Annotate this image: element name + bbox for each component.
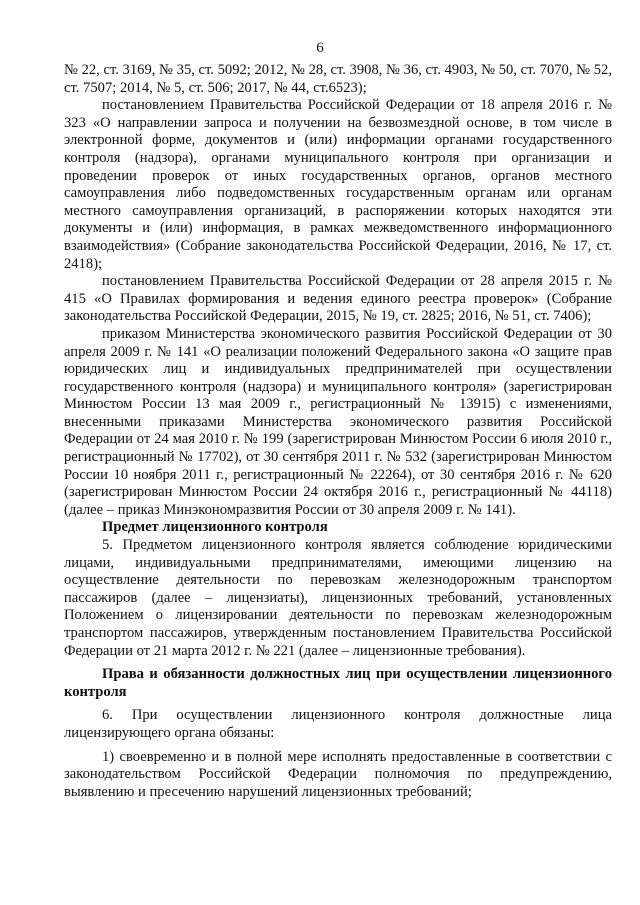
paragraph-item-6: 6. При осуществлении лицензионного контроля должностные лица лицензирующего органа обязаны: [64,707,612,741]
section-heading-rights: Права и обязанности должностных лиц при осуществлении лицензионного контроля [64,666,612,700]
page-number: 6 [316,40,324,56]
continuation-paragraph: № 22, ст. 3169, № 35, ст. 5092; 2012, № 28, ст. 3908, № 36, ст. 4903, № 50, ст. 7070, № 52, ст. 7507; 2014, № 5, ст. 506; 2017, № 44, ст.6523); [64,62,612,96]
paragraph-order-141: приказом Министерства экономического развития Российской Федерации от 30 апреля 2009 г. № 141 «О реализации положений Федерального закона «О защите прав юридических лиц и индивидуальных предпринимателей при осуществлении государственного контроля (надзора) и муниципального контроля» (зарегистрирован Минюстом России 13 мая 2009 г., регистрационный № 13915) с изменениями, внесенными приказами Министерства экономического развития Российской Федерации от 24 мая 2010 г. № 199 (зарегистрирован Минюстом России 6 июля 2010 г., регистрационный № 17702), от 30 сентября 2011 г. № 532 (зарегистрирован Минюстом России 10 ноября 2011 г., регистрационный № 22264), от 30 сентября 2016 г. № 620 (зарегистрирован Минюстом России 24 октября 2016 г., регистрационный № 44118) (далее – приказ Минэкономразвития России от 30 апреля 2009 г. № 141). [64,325,612,518]
section-heading-subject: Предмет лицензионного контроля [102,519,328,536]
paragraph-item-6-1: 1) своевременно и в полной мере исполнять предоставленные в соответствии с законодательством Российской Федерации полномочия по предупреждению, выявлению и пресечению нарушений лицензионных требований; [64,748,612,800]
paragraph-decree-323: постановлением Правительства Российской Федерации от 18 апреля 2016 г. № 323 «О направлении запроса и получении на безвозмездной основе, в том числе в электронной форме, документов и (или) информации органами государственного контроля (надзора), органами муниципального контроля при организации и проведении проверок от иных государственных органов, органов местного самоуправления либо подведомственных государственным органам или органам местного самоуправления организаций, в распоряжении которых находятся эти документы и (или) информация, в рамках межведомственного информационного взаимодействия» (Собрание законодательства Российской Федерации, 2016, № 17, ст. 2418); [64,97,612,272]
paragraph-item-5: 5. Предметом лицензионного контроля является соблюдение юридическими лицами, индивидуальными предпринимателями, имеющими лицензию на осуществление деятельности по перевозкам железнодорожным транспортом пассажиров (далее – лицензиаты), лицензионных требований, установленных Положением о лицензировании деятельности по перевозкам железнодорожным транспортом пассажиров, утвержденным постановлением Правительства Российской Федерации от 21 марта 2012 г. № 221 (далее – лицензионные требования). [64,537,612,659]
paragraph-decree-415: постановлением Правительства Российской Федерации от 28 апреля 2015 г. № 415 «О Правилах формирования и ведения единого реестра проверок» (Собрание законодательства Российской Федерации, 2015, № 19, ст. 2825; 2016, № 51, ст. 7406); [64,273,612,325]
document-body [64,62,612,801]
